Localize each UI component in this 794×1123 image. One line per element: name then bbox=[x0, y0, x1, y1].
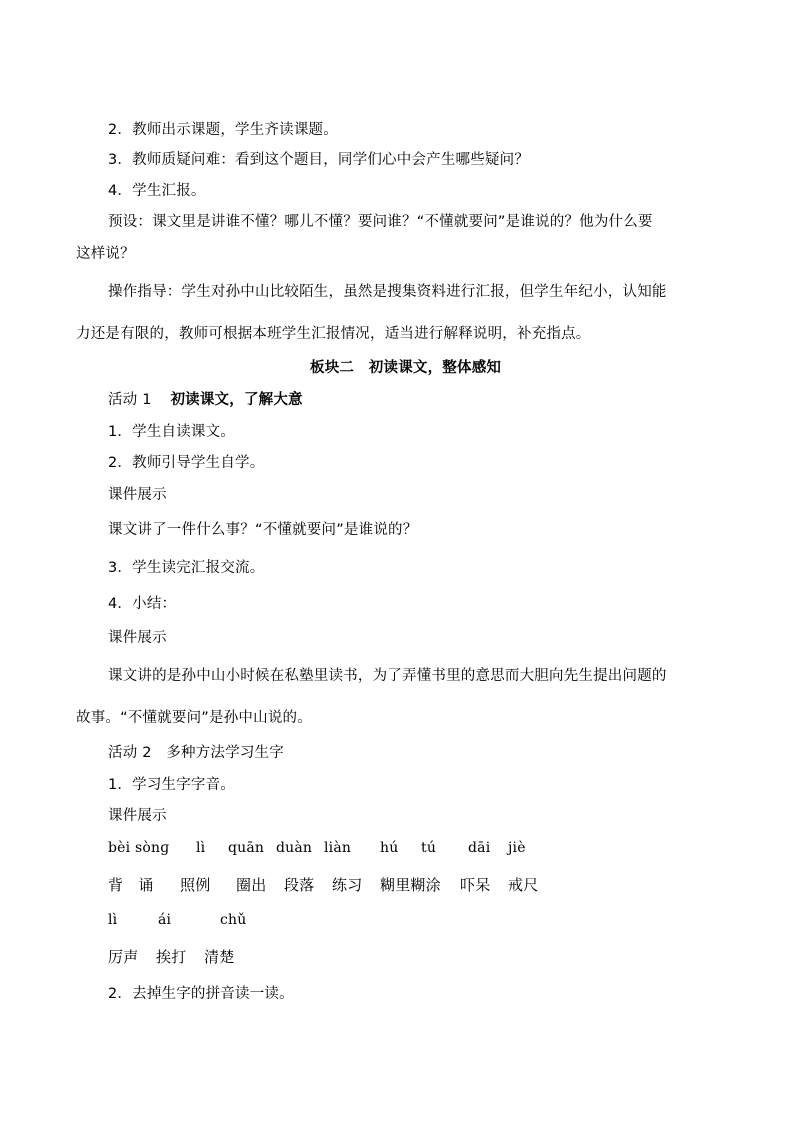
courseware-label-3: 课件展示 bbox=[108, 808, 167, 824]
word-quanchu: 圈出 bbox=[236, 876, 267, 894]
guide-line-2: 力还是有限的，教师可根据本班学生汇报情况，适当进行解释说明，补充指点。 bbox=[76, 326, 591, 342]
word-xiadai: 吓呆 bbox=[460, 876, 491, 894]
guide-line-1: 操作指导：学生对孙中山比较陌生，虽然是搜集资料进行汇报，但学生年纪小，认知能 bbox=[108, 284, 667, 300]
courseware-question: 课文讲了一件什么事？“不懂就要问”是谁说的？ bbox=[108, 522, 418, 538]
activity-2-step-2: 2．去掉生字的拼音读一读。 bbox=[108, 986, 294, 1002]
preset-line-1: 预设：课文里是讲谁不懂？哪儿不懂？要问谁？“不懂就要问”是谁说的？他为什么要 bbox=[108, 214, 653, 230]
pinyin-tu: tú bbox=[421, 840, 437, 856]
pinyin-li: lì bbox=[196, 840, 206, 856]
section-title: 板块二 初读课文，整体感知 bbox=[310, 360, 502, 376]
pinyin-chu: chǔ bbox=[220, 912, 247, 928]
activity-1-heading bbox=[108, 390, 303, 410]
pinyin-hu: hú bbox=[380, 840, 399, 856]
pinyin-li-2: lì bbox=[108, 912, 118, 928]
pinyin-dai: dāi bbox=[468, 840, 491, 856]
activity-1-title: 初读课文，了解大意 bbox=[170, 392, 303, 408]
step-2: 2．教师出示课题，学生齐读课题。 bbox=[108, 122, 338, 138]
pinyin-ai: ái bbox=[158, 912, 172, 928]
courseware-label-1: 课件展示 bbox=[108, 487, 167, 503]
pinyin-quan: quān bbox=[228, 840, 265, 856]
pinyin-beisong: bèi sònɡ bbox=[108, 840, 170, 856]
word-duanluo: 段落 bbox=[284, 876, 315, 894]
word-qingchu: 清楚 bbox=[204, 948, 235, 966]
word-zhaoli: 照例 bbox=[180, 876, 211, 894]
step-4: 4．学生汇报。 bbox=[108, 183, 206, 199]
pinyin-jie: jiè bbox=[508, 840, 526, 856]
activity-2-heading: 活动 2 多种方法学习生字 bbox=[108, 745, 284, 761]
step-3: 3．教师质疑问难：看到这个题目，同学们心中会产生哪些疑问？ bbox=[108, 152, 530, 168]
activity-1-step-3: 3．学生读完汇报交流。 bbox=[108, 560, 265, 576]
word-lisheng: 厉声 bbox=[108, 948, 139, 966]
summary-line-1: 课文讲的是孙中山小时候在私塾里读书，为了弄懂书里的意思而大胆向先生提出问题的 bbox=[108, 668, 667, 684]
activity-1-label: 活动 1 bbox=[108, 392, 152, 408]
word-aida: 挨打 bbox=[156, 948, 187, 966]
summary-line-2: 故事。“不懂就要问”是孙中山说的。 bbox=[76, 710, 312, 726]
word-beisong: 背 诵 bbox=[108, 876, 154, 894]
activity-1-step-4: 4．小结： bbox=[108, 596, 177, 612]
pinyin-lian: liàn bbox=[324, 840, 352, 856]
preset-line-2: 这样说？ bbox=[76, 246, 135, 262]
activity-1-step-2: 2．教师引导学生自学。 bbox=[108, 455, 265, 471]
activity-1-step-1: 1．学生自读课文。 bbox=[108, 424, 236, 440]
word-hulihutu: 糊里糊涂 bbox=[380, 876, 441, 894]
pinyin-duan: duàn bbox=[276, 840, 313, 856]
activity-2-step-1: 1．学习生字字音。 bbox=[108, 777, 236, 793]
word-jiechi: 戒尺 bbox=[508, 876, 539, 894]
word-lianxi: 练习 bbox=[332, 876, 363, 894]
courseware-label-2: 课件展示 bbox=[108, 630, 167, 646]
